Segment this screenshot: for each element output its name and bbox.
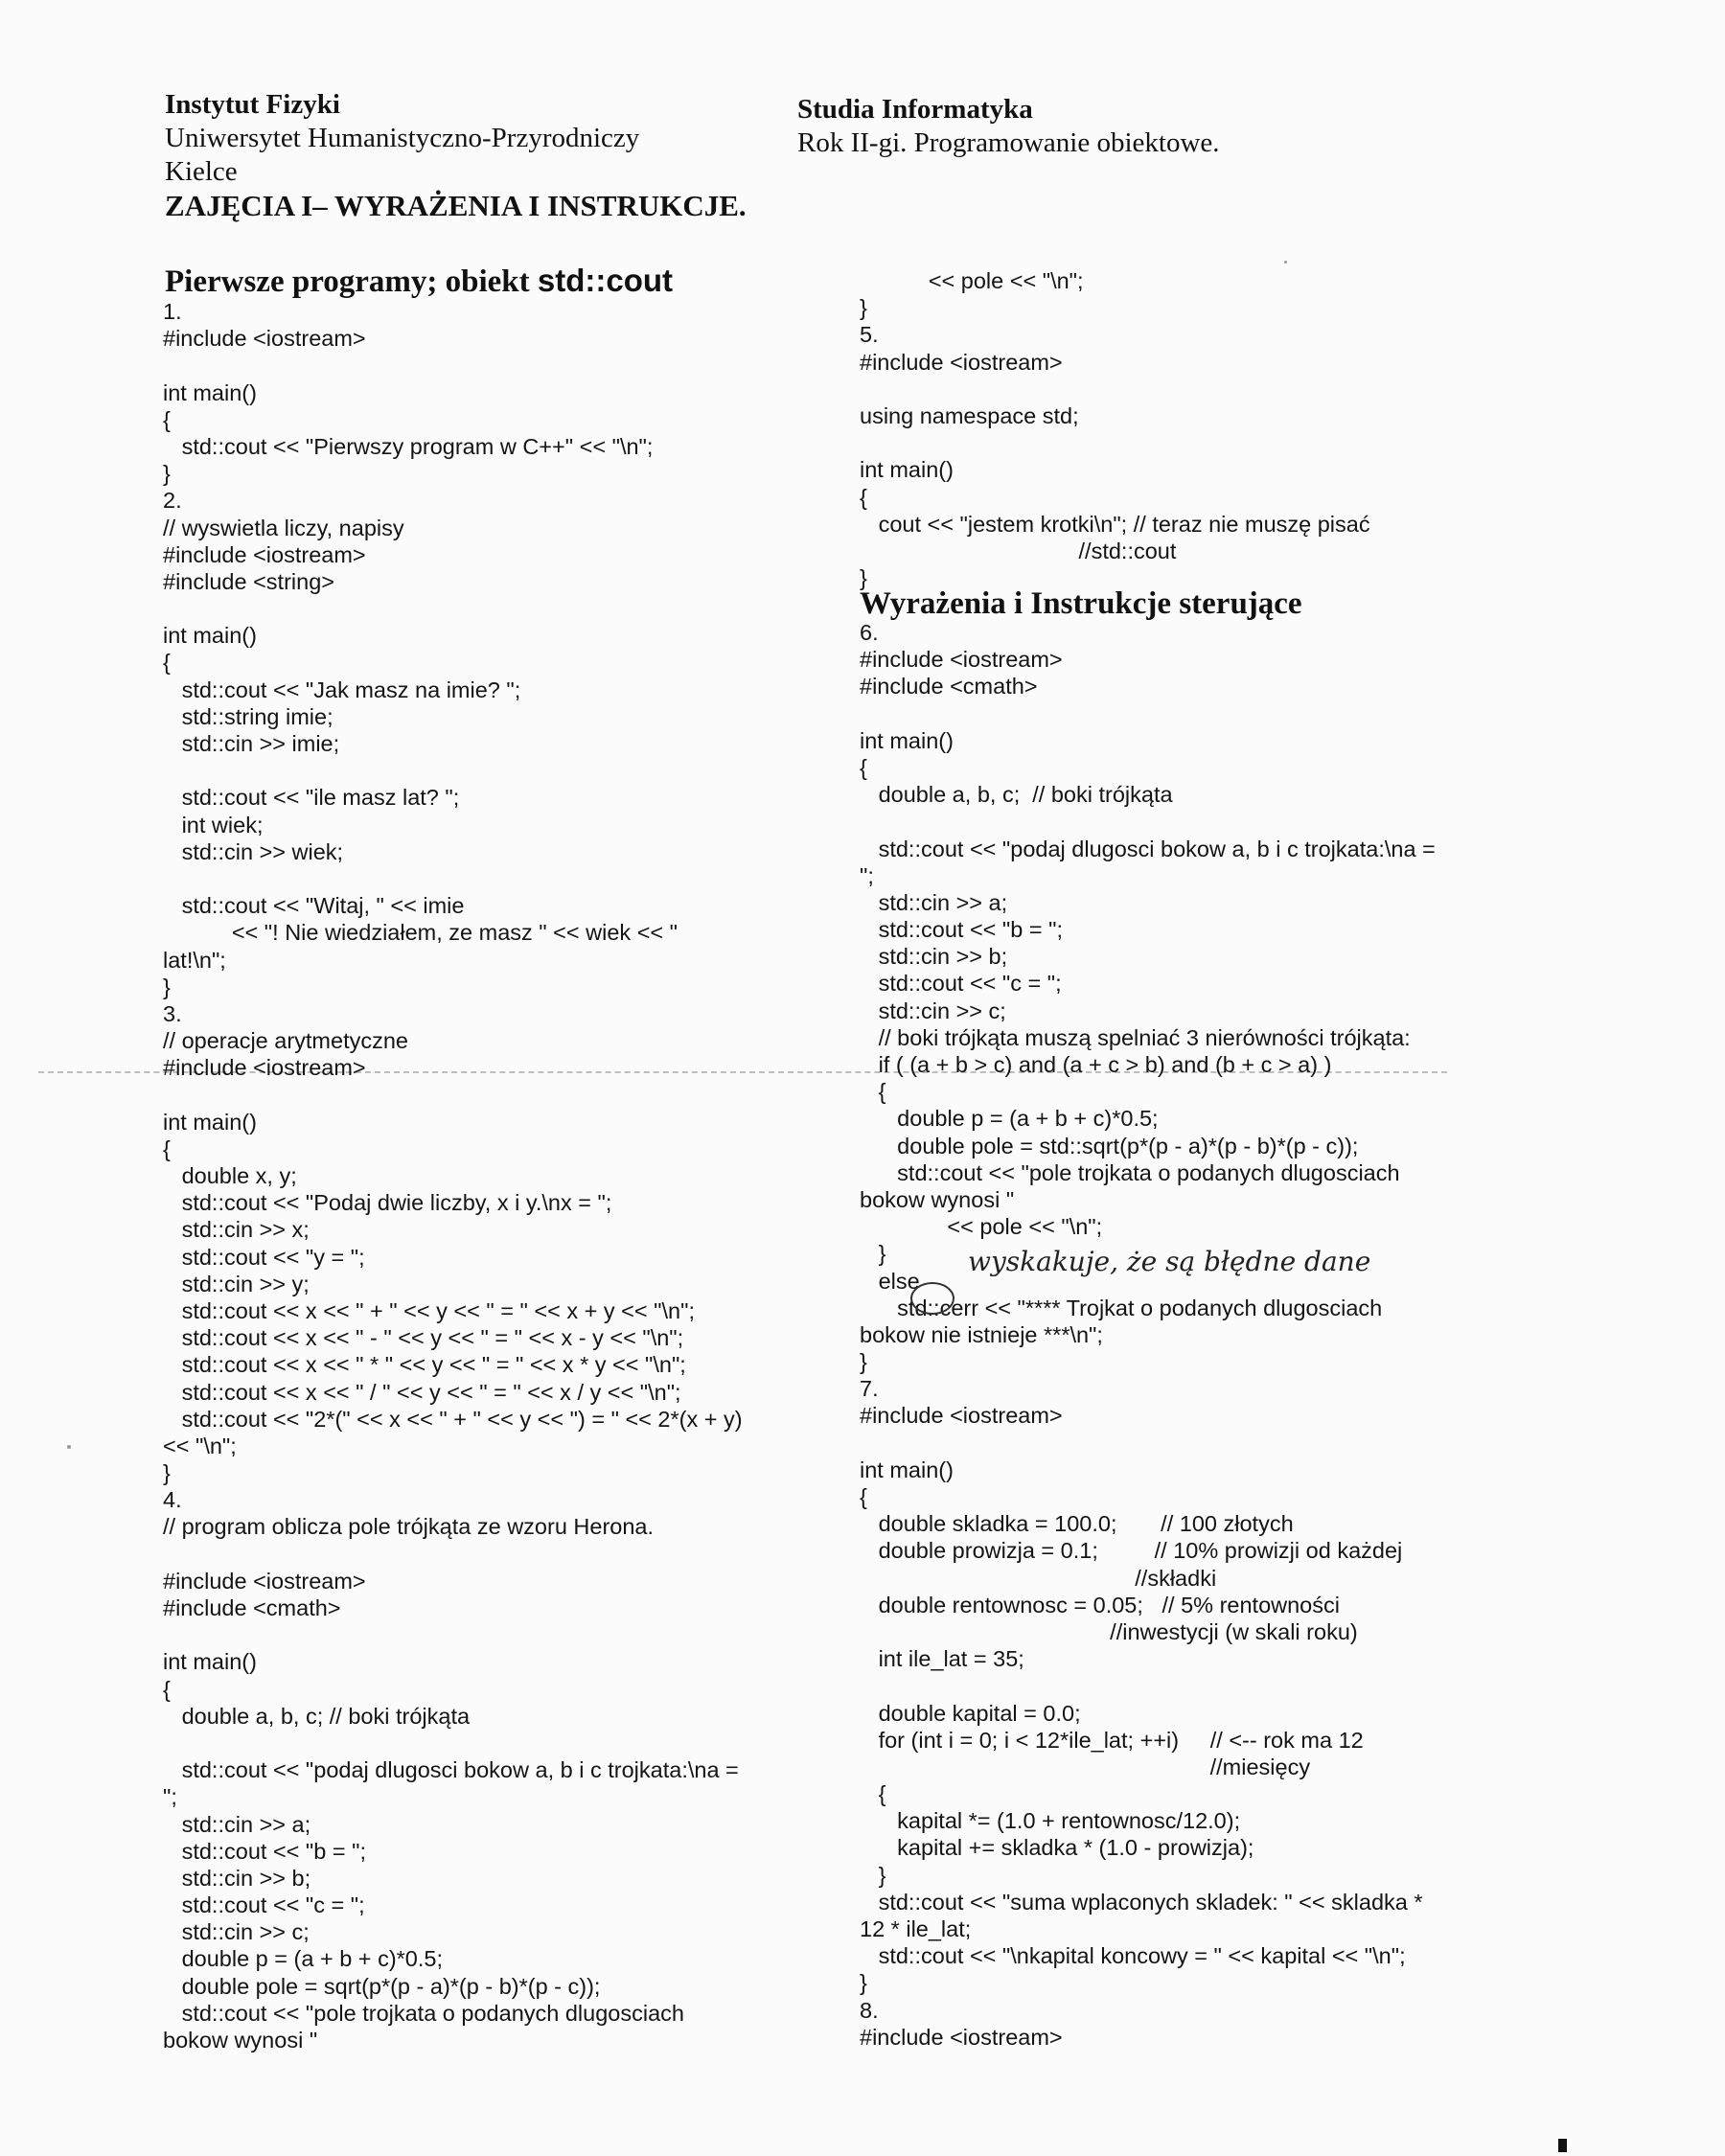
code-line: std::cout << "pole trojkata o podanych dlugosciach <box>163 2000 684 2026</box>
code-line: } <box>860 1970 867 1996</box>
code-line: std::cin >> b; <box>163 1865 311 1891</box>
right-code-column-top <box>860 267 1370 591</box>
code-line: } <box>163 1460 171 1486</box>
code-line: std::cout << "Jak masz na imie? "; <box>163 677 521 702</box>
code-line: double prowizja = 0.1; // 10% prowizji od każdej <box>860 1538 1403 1564</box>
city-name: Kielce <box>165 156 238 187</box>
code-line: 1. <box>163 299 182 324</box>
code-line: << pole << "\n"; <box>860 268 1084 293</box>
code-line <box>860 1430 1436 1456</box>
code-line: std::cerr << "**** Trojkat o podanych dlugosciach <box>860 1295 1383 1320</box>
code-line: // wyswietla liczy, napisy <box>163 515 404 540</box>
code-line: else <box>860 1268 920 1294</box>
code-line: std::cin >> a; <box>163 1811 311 1837</box>
code-line: { <box>163 1676 171 1702</box>
code-line: std::cout << x << " * " << y << " = " << x * y << "\n"; <box>163 1352 686 1378</box>
code-line: std::cout << "b = "; <box>860 917 1063 943</box>
code-line: std::cin >> c; <box>860 998 1006 1023</box>
handwritten-note: wyskakuje, że są błędne dane <box>968 1246 1371 1277</box>
code-line <box>163 1730 743 1756</box>
header-left <box>165 88 747 222</box>
code-line: if ( (a + b > c) and (a + c > b) and (b + c > a) ) <box>860 1052 1332 1077</box>
code-line: bokow nie istnieje ***\n"; <box>860 1321 1103 1347</box>
code-line: } <box>860 1862 886 1888</box>
code-line: std::cin >> a; <box>860 889 1008 915</box>
code-line <box>860 429 1370 456</box>
code-line: double pole = std::sqrt(p*(p - a)*(p - b)*(p - c)); <box>860 1133 1359 1158</box>
code-line: std::cout << "pole trojkata o podanych dlugosciach <box>860 1159 1400 1185</box>
studies-name: Studia Informatyka <box>797 94 1033 125</box>
code-line: 3. <box>163 1000 182 1026</box>
code-line <box>163 352 743 378</box>
code-line: int main() <box>860 727 954 753</box>
code-line: 8. <box>860 1997 879 2023</box>
code-line: } <box>860 565 867 591</box>
code-line: { <box>163 1135 171 1161</box>
code-line: { <box>163 650 171 676</box>
code-line <box>860 700 1436 727</box>
left-code-column <box>163 298 743 2053</box>
code-line: std::cout << "suma wplaconych skladek: " << skladka * <box>860 1889 1423 1915</box>
code-line: int main() <box>163 623 257 649</box>
code-line: std::cout << "Podaj dwie liczby, x i y.\nx = "; <box>163 1190 612 1216</box>
code-line: int main() <box>163 379 257 405</box>
code-line: #include <cmath> <box>860 674 1038 700</box>
section-heading-first-programs <box>165 263 673 300</box>
code-line: double kapital = 0.0; <box>860 1700 1081 1726</box>
header-right <box>797 93 1220 160</box>
code-line: // boki trójkąta muszą spelniać 3 nierówności trójkąta: <box>860 1024 1411 1050</box>
code-line <box>860 1672 1436 1699</box>
code-line: std::cin >> x; <box>163 1217 310 1243</box>
code-line: std::cin >> c; <box>163 1919 310 1945</box>
code-line: int main() <box>163 1649 257 1675</box>
handwritten-circle <box>910 1282 954 1315</box>
code-line: } <box>860 295 867 321</box>
code-line: std::cout << "b = "; <box>163 1838 366 1864</box>
code-line: // operacje arytmetyczne <box>163 1028 408 1054</box>
code-line: std::cout << "Witaj, " << imie <box>163 893 465 919</box>
code-line: std::cout << x << " / " << y << " = " << x / y << "\n"; <box>163 1379 681 1405</box>
code-line: 5. <box>860 322 879 348</box>
code-line: std::string imie; <box>163 703 334 729</box>
code-line <box>163 1541 743 1568</box>
code-line: 6. <box>860 620 879 645</box>
code-line: std::cout << "y = "; <box>163 1244 365 1270</box>
code-line: //składki <box>860 1565 1217 1591</box>
code-line: #include <cmath> <box>163 1595 341 1620</box>
code-line: } <box>860 1349 867 1375</box>
code-line: 7. <box>860 1376 879 1402</box>
code-line: "; <box>860 862 874 888</box>
code-line: std::cout << x << " - " << y << " = " << x - y << "\n"; <box>163 1325 684 1351</box>
code-line: #include <iostream> <box>163 1568 366 1594</box>
scan-mark <box>1558 2139 1567 2152</box>
code-line: // program oblicza pole trójkąta ze wzoru Herona. <box>163 1514 655 1540</box>
code-line: #include <iostream> <box>860 1403 1063 1429</box>
code-line: #include <iostream> <box>860 349 1063 375</box>
code-line <box>163 757 743 784</box>
code-line: std::cout << "podaj dlugosci bokow a, b i c trojkata:\na = <box>163 1757 739 1783</box>
code-line: << pole << "\n"; <box>860 1214 1103 1240</box>
code-line: using namespace std; <box>860 402 1079 428</box>
institute-name: Instytut Fizyki <box>165 89 340 120</box>
code-line <box>860 808 1436 835</box>
code-line: int main() <box>860 457 954 483</box>
code-line: double a, b, c; // boki trójkąta <box>163 1703 471 1729</box>
code-line: cout << "jestem krotki\n"; // teraz nie muszę pisać <box>860 511 1370 537</box>
code-line: std::cout << "ile masz lat? "; <box>163 785 460 811</box>
section-heading-code: std::cout <box>537 263 674 298</box>
code-line: kapital += skladka * (1.0 - prowizja); <box>860 1835 1254 1861</box>
code-line: #include <iostream> <box>163 541 366 567</box>
code-line: } <box>860 1241 886 1267</box>
code-line: double pole = sqrt(p*(p - a)*(p - b)*(p - c)); <box>163 1973 601 1999</box>
code-line: std::cin >> b; <box>860 944 1008 970</box>
code-line: bokow wynosi " <box>860 1186 1015 1212</box>
code-line: #include <iostream> <box>163 326 366 352</box>
section-heading-expressions: Wyrażenia i Instrukcje sterujące <box>860 586 1302 621</box>
section-heading-text: Pierwsze programy; obiekt <box>165 264 538 299</box>
code-line: double p = (a + b + c)*0.5; <box>163 1946 443 1972</box>
code-line: std::cout << "Pierwszy program w C++" << "\n"; <box>163 433 654 459</box>
code-line: { <box>860 1484 867 1509</box>
code-line <box>163 1621 743 1648</box>
code-line: int wiek; <box>163 812 264 837</box>
code-line: //std::cout <box>860 538 1177 563</box>
code-line: //inwestycji (w skali roku) <box>860 1618 1358 1644</box>
right-code-column-bottom <box>860 619 1436 2051</box>
code-line: 4. <box>163 1487 182 1513</box>
code-line: for (int i = 0; i < 12*ile_lat; ++i) // <-- rok ma 12 <box>860 1727 1364 1753</box>
code-line: 2. <box>163 488 182 514</box>
code-line <box>860 376 1370 402</box>
code-line: lat!\n"; <box>163 947 226 973</box>
code-line: double p = (a + b + c)*0.5; <box>860 1106 1159 1132</box>
code-line: int main() <box>860 1456 954 1482</box>
code-line: #include <iostream> <box>860 647 1063 673</box>
code-line: { <box>163 406 171 432</box>
code-line: { <box>860 1781 886 1807</box>
scan-speck <box>1284 261 1287 264</box>
code-line: bokow wynosi " <box>163 2028 318 2053</box>
code-line: std::cout << "c = "; <box>860 971 1062 997</box>
code-line: std::cout << "\nkapital koncowy = " << kapital << "\n"; <box>860 1943 1406 1969</box>
code-line: << "! Nie wiedziałem, ze masz " << wiek << " <box>163 920 678 946</box>
code-line: #include <iostream> <box>163 1055 366 1081</box>
code-line: std::cout << "c = "; <box>163 1892 365 1918</box>
code-line: std::cout << "podaj dlugosci bokow a, b i c trojkata:\na = <box>860 836 1436 861</box>
code-line: 12 * ile_lat; <box>860 1916 972 1941</box>
university-name: Uniwersytet Humanistyczno-Przyrodniczy <box>165 123 640 153</box>
code-line <box>163 595 743 622</box>
code-line: double a, b, c; // boki trójkąta <box>860 782 1173 808</box>
code-line: std::cin >> imie; <box>163 731 340 756</box>
code-line: double x, y; <box>163 1163 297 1188</box>
code-line: int main() <box>163 1109 257 1135</box>
code-line: } <box>163 974 171 999</box>
course-name: Rok II-gi. Programowanie obiektowe. <box>797 127 1220 158</box>
code-line <box>163 1081 743 1108</box>
code-line: double rentownosc = 0.05; // 5% rentowności <box>860 1592 1340 1617</box>
code-line: std::cout << "2*(" << x << " + " << y << ") = " << 2*(x + y) <box>163 1406 743 1432</box>
code-line: { <box>860 1079 886 1105</box>
code-line: std::cout << x << " + " << y << " = " << x + y << "\n"; <box>163 1297 695 1323</box>
code-line: double skladka = 100.0; // 100 złotych <box>860 1511 1294 1537</box>
code-line: std::cin >> wiek; <box>163 838 344 864</box>
code-line: { <box>860 754 867 780</box>
code-line: } <box>163 461 171 487</box>
code-line: std::cin >> y; <box>163 1271 310 1296</box>
code-line <box>163 865 743 892</box>
code-line: << "\n"; <box>163 1433 237 1458</box>
code-line: int ile_lat = 35; <box>860 1646 1024 1672</box>
code-line: #include <iostream> <box>860 2024 1063 2050</box>
page-title: ZAJĘCIA I– WYRAŻENIA I INSTRUKCJE. <box>165 189 747 222</box>
code-line: #include <string> <box>163 568 334 594</box>
code-line: //miesięcy <box>860 1754 1311 1779</box>
code-line: { <box>860 484 867 510</box>
code-line: "; <box>163 1784 177 1810</box>
code-line: kapital *= (1.0 + rentownosc/12.0); <box>860 1808 1241 1834</box>
scan-speck <box>67 1445 71 1449</box>
